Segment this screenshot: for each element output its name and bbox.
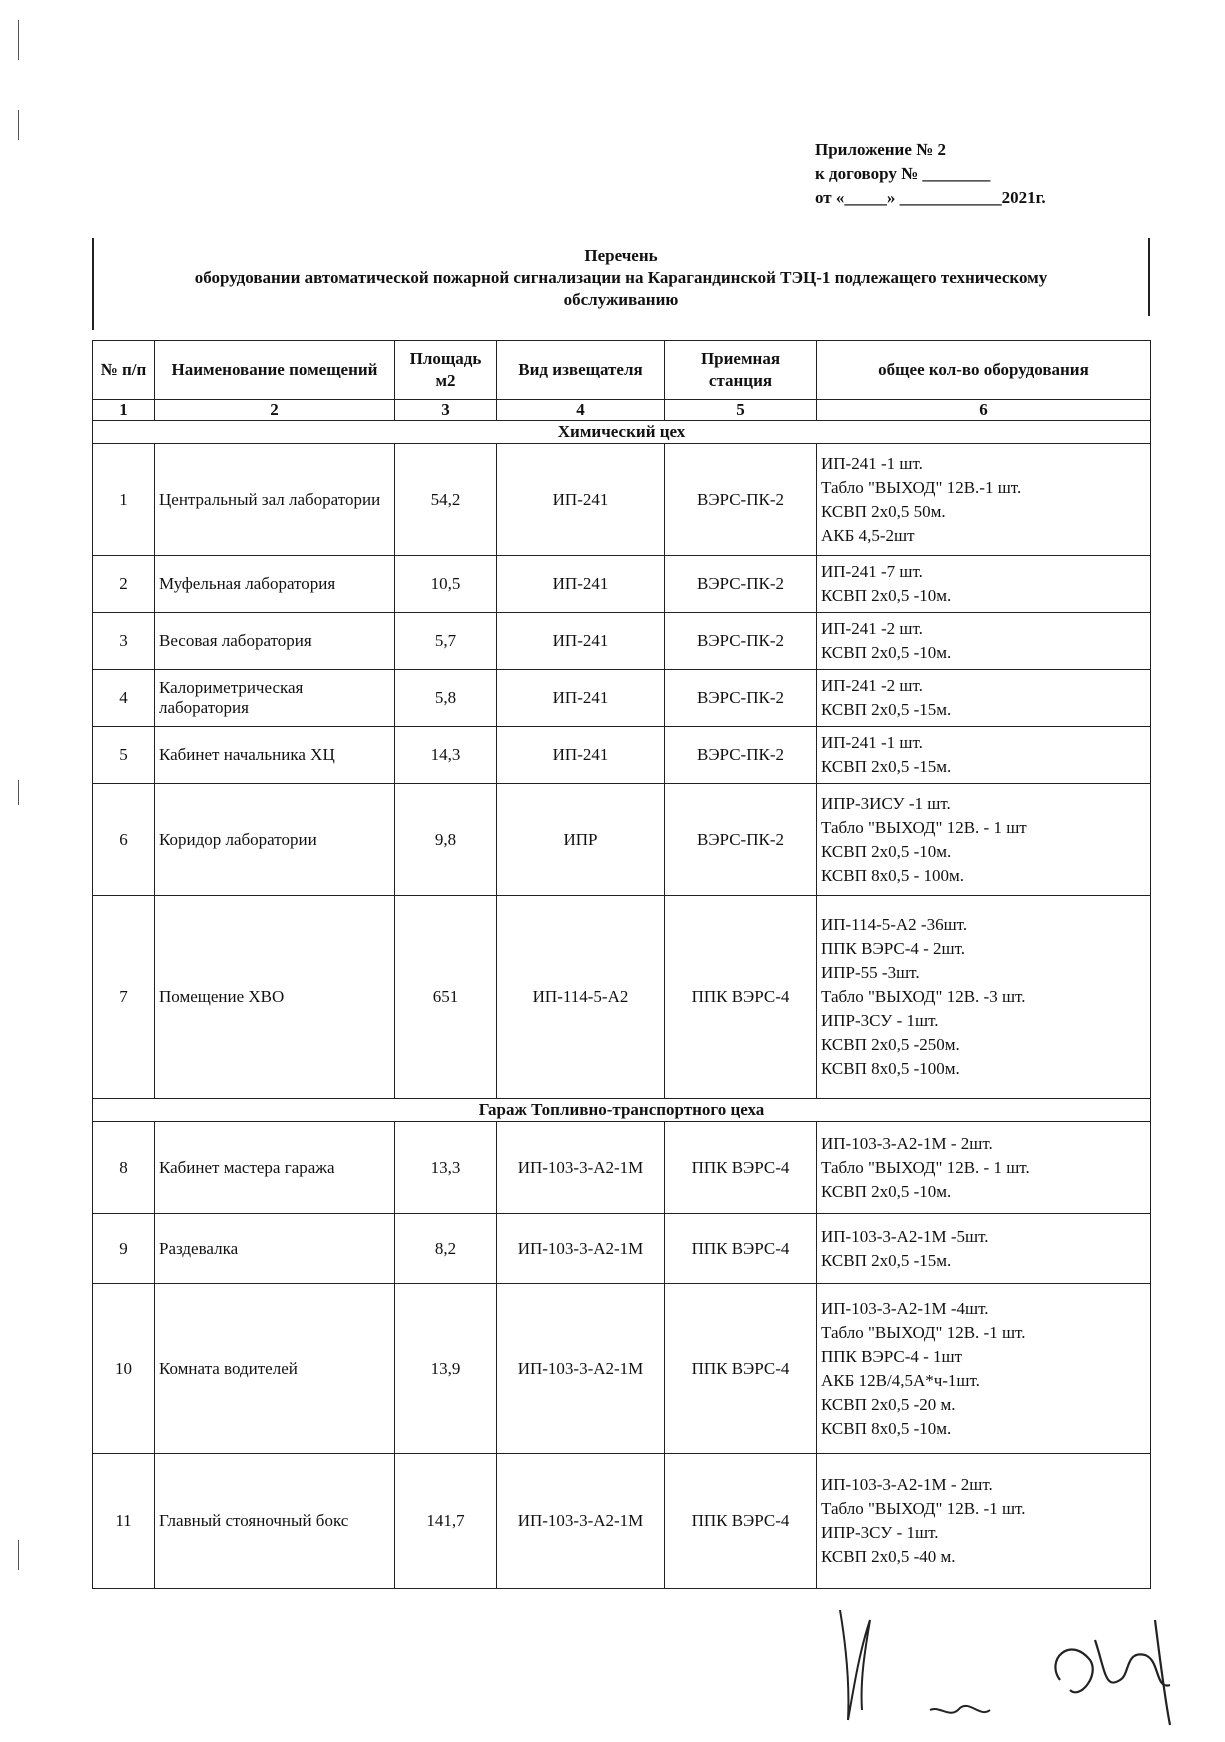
section-title: Гараж Топливно-транспортного цеха (93, 1099, 1151, 1122)
area-value: 8,2 (395, 1214, 497, 1284)
table-row (93, 896, 1151, 1099)
equipment-item: ИП-103-3-А2-1М - 2шт. (821, 1475, 993, 1494)
equipment-item: ИПР-55 -3шт. (821, 963, 920, 982)
room-name: Калориметрическая лаборатория (155, 670, 395, 727)
row-number: 4 (93, 670, 155, 727)
appendix-line-3: от «_____» ____________2021г. (815, 188, 1046, 207)
receiving-station: ППК ВЭРС-4 (665, 1284, 817, 1454)
area-value: 5,7 (395, 613, 497, 670)
room-name: Помещение ХВО (155, 896, 395, 1099)
equipment-item: ИП-103-3-А2-1М -4шт. (821, 1298, 989, 1318)
table-row (93, 784, 1151, 896)
equipment-item: Табло "ВЫХОД" 12В. -3 шт. (821, 987, 1026, 1006)
area-value: 9,8 (395, 784, 497, 896)
room-name: Комната водителей (155, 1284, 395, 1454)
header-cell: Наименование помещений (155, 341, 395, 400)
row-number: 5 (93, 727, 155, 784)
table-row (93, 727, 1151, 784)
scan-edge-mark (18, 110, 19, 140)
table-row (93, 670, 1151, 727)
equipment-table (92, 340, 1151, 1589)
equipment-item: КСВП 2х0,5 -20 м. (821, 1394, 956, 1414)
header-cell: общее кол-во оборудования (817, 341, 1151, 400)
title-line-2: оборудовании автоматической пожарной сигнализации на Карагандинской ТЭЦ-1 подлежащего техническому (194, 268, 1048, 287)
row-number: 1 (93, 444, 155, 556)
row-number: 2 (93, 556, 155, 613)
equipment-item: Табло "ВЫХОД" 12В. - 1 шт (821, 817, 1027, 837)
signatures (820, 1580, 1200, 1730)
detector-type: ИП-103-3-А2-1М (497, 1284, 665, 1454)
section-title: Химический цех (93, 421, 1151, 444)
title-line-3: обслуживанию (563, 290, 679, 309)
equipment-item: ИП-103-3-А2-1М - 2шт. (821, 1133, 993, 1153)
header-cell: № п/п (93, 341, 155, 400)
equipment-item: КСВП 2х0,5 -15м. (821, 757, 952, 776)
equipment-list (817, 613, 1151, 670)
header-row (93, 341, 1151, 400)
detector-type: ИП-103-3-А2-1М (497, 1454, 665, 1589)
equipment-item: КСВП 2х0,5 -40 м. (821, 1547, 956, 1566)
detector-type: ИП-241 (497, 613, 665, 670)
detector-type: ИП-241 (497, 556, 665, 613)
equipment-list (817, 556, 1151, 613)
equipment-item: ИП-241 -7 шт. (821, 562, 923, 581)
detector-type: ИП-241 (497, 444, 665, 556)
detector-type: ИП-103-3-А2-1М (497, 1214, 665, 1284)
room-name: Муфельная лаборатория (155, 556, 395, 613)
row-number: 11 (93, 1454, 155, 1589)
area-value: 54,2 (395, 444, 497, 556)
row-number: 7 (93, 896, 155, 1099)
detector-type: ИП-241 (497, 727, 665, 784)
receiving-station: ВЭРС-ПК-2 (665, 556, 817, 613)
column-number: 5 (665, 400, 817, 421)
table-row (93, 1122, 1151, 1214)
equipment-item: ИПР-3СУ - 1шт. (821, 1523, 939, 1542)
equipment-item: КСВП 2х0,5 -15м. (821, 700, 952, 719)
equipment-item: ИПР-3СУ - 1шт. (821, 1011, 939, 1030)
equipment-item: ППК ВЭРС-4 - 2шт. (821, 939, 966, 958)
equipment-list (817, 727, 1151, 784)
header-cell: Площадь м2 (395, 341, 497, 400)
column-number: 2 (155, 400, 395, 421)
appendix-line-2: к договору № ________ (815, 164, 991, 183)
equipment-item: ИПР-3ИСУ -1 шт. (821, 793, 951, 813)
column-number: 3 (395, 400, 497, 421)
title-line-1: Перечень (584, 246, 658, 265)
equipment-item: АКБ 4,5-2шт (821, 525, 915, 545)
detector-type: ИПР (497, 784, 665, 896)
row-number: 8 (93, 1122, 155, 1214)
section-row (93, 421, 1151, 444)
detector-type: ИП-114-5-А2 (497, 896, 665, 1099)
room-name: Раздевалка (155, 1214, 395, 1284)
equipment-item: ИП-103-3-А2-1М -5шт. (821, 1226, 989, 1246)
equipment-item: Табло "ВЫХОД" 12В. - 1 шт. (821, 1157, 1030, 1177)
table-row (93, 613, 1151, 670)
room-name: Весовая лаборатория (155, 613, 395, 670)
table-row (93, 556, 1151, 613)
room-name: Кабинет мастера гаража (155, 1122, 395, 1214)
equipment-item: КСВП 2х0,5 -10м. (821, 1181, 952, 1201)
area-value: 141,7 (395, 1454, 497, 1589)
equipment-item: КСВП 8х0,5 -100м. (821, 1059, 960, 1078)
document-title (92, 245, 1150, 311)
scan-edge-mark (18, 780, 19, 805)
area-value: 5,8 (395, 670, 497, 727)
room-name: Центральный зал лаборатории (155, 444, 395, 556)
detector-type: ИП-103-3-А2-1М (497, 1122, 665, 1214)
row-number: 6 (93, 784, 155, 896)
equipment-item: КСВП 2х0,5 -250м. (821, 1035, 960, 1054)
signature-1 (840, 1610, 870, 1720)
equipment-list (817, 1454, 1151, 1589)
table-row (93, 1214, 1151, 1284)
equipment-item: ИП-241 -1 шт. (821, 453, 923, 473)
row-number: 3 (93, 613, 155, 670)
table-body (93, 421, 1151, 1589)
table-row (93, 444, 1151, 556)
table-row (93, 1454, 1151, 1589)
equipment-list (817, 1214, 1151, 1284)
equipment-list (817, 1122, 1151, 1214)
header-cell: Вид извещателя (497, 341, 665, 400)
receiving-station: ППК ВЭРС-4 (665, 896, 817, 1099)
equipment-item: КСВП 8х0,5 -10м. (821, 1418, 952, 1438)
equipment-item: ИП-114-5-А2 -36шт. (821, 915, 968, 934)
area-value: 10,5 (395, 556, 497, 613)
area-value: 13,9 (395, 1284, 497, 1454)
equipment-item: Табло "ВЫХОД" 12В. -1 шт. (821, 1322, 1026, 1342)
equipment-item: ИП-241 -1 шт. (821, 733, 923, 752)
room-name: Кабинет начальника ХЦ (155, 727, 395, 784)
receiving-station: ВЭРС-ПК-2 (665, 613, 817, 670)
equipment-item: КСВП 2х0,5 -10м. (821, 586, 952, 605)
equipment-item: ППК ВЭРС-4 - 1шт (821, 1346, 963, 1366)
receiving-station: ВЭРС-ПК-2 (665, 444, 817, 556)
area-value: 14,3 (395, 727, 497, 784)
row-number: 10 (93, 1284, 155, 1454)
equipment-item: ИП-241 -2 шт. (821, 619, 923, 638)
receiving-station: ВЭРС-ПК-2 (665, 670, 817, 727)
receiving-station: ВЭРС-ПК-2 (665, 727, 817, 784)
equipment-item: КСВП 2х0,5 -10м. (821, 643, 952, 662)
column-number-row (93, 400, 1151, 421)
room-name: Коридор лаборатории (155, 784, 395, 896)
equipment-item: КСВП 8х0,5 - 100м. (821, 865, 965, 885)
equipment-list (817, 670, 1151, 727)
appendix-header (815, 138, 1115, 210)
room-name: Главный стояночный бокс (155, 1454, 395, 1589)
receiving-station: ВЭРС-ПК-2 (665, 784, 817, 896)
equipment-item: КСВП 2х0,5 -15м. (821, 1250, 952, 1270)
equipment-item: КСВП 2х0,5 -10м. (821, 841, 952, 861)
receiving-station: ППК ВЭРС-4 (665, 1454, 817, 1589)
header-cell: Приемная станция (665, 341, 817, 400)
equipment-item: КСВП 2х0,5 50м. (821, 501, 946, 521)
signature-3 (1055, 1620, 1170, 1725)
area-value: 13,3 (395, 1122, 497, 1214)
scan-edge-mark (18, 1540, 19, 1570)
section-row (93, 1099, 1151, 1122)
scan-edge-mark (18, 20, 19, 60)
appendix-line-1: Приложение № 2 (815, 140, 946, 159)
equipment-item: ИП-241 -2 шт. (821, 676, 923, 695)
column-number: 1 (93, 400, 155, 421)
column-number: 4 (497, 400, 665, 421)
equipment-item: Табло "ВЫХОД" 12В.-1 шт. (821, 477, 1022, 497)
equipment-list (817, 444, 1151, 556)
equipment-list (817, 1284, 1151, 1454)
table-row (93, 1284, 1151, 1454)
equipment-list (817, 896, 1151, 1099)
signature-2 (930, 1706, 990, 1713)
equipment-list (817, 784, 1151, 896)
column-number: 6 (817, 400, 1151, 421)
receiving-station: ППК ВЭРС-4 (665, 1214, 817, 1284)
equipment-item: АКБ 12В/4,5А*ч-1шт. (821, 1370, 980, 1390)
detector-type: ИП-241 (497, 670, 665, 727)
equipment-item: Табло "ВЫХОД" 12В. -1 шт. (821, 1499, 1026, 1518)
receiving-station: ППК ВЭРС-4 (665, 1122, 817, 1214)
area-value: 651 (395, 896, 497, 1099)
row-number: 9 (93, 1214, 155, 1284)
